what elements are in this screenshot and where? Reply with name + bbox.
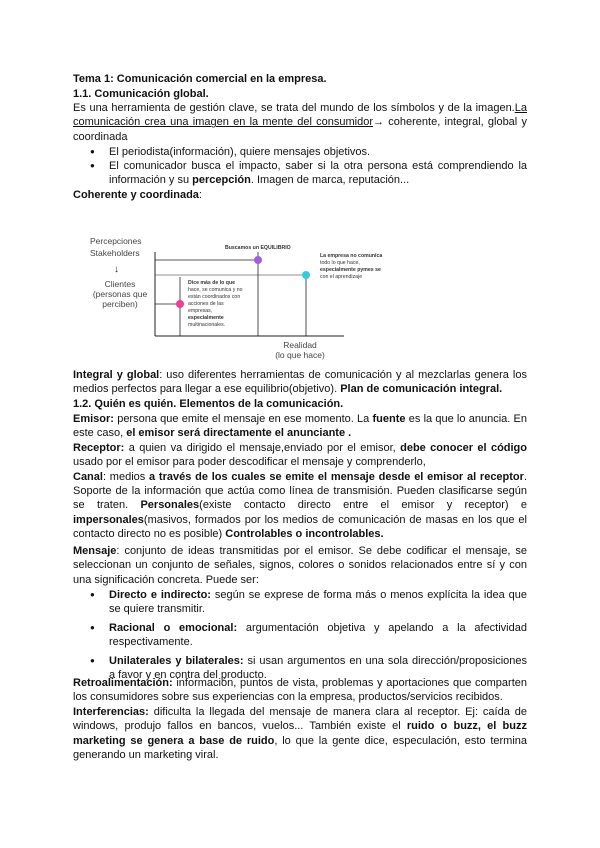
- left-note-4: acciones de las: [188, 301, 224, 307]
- left-note-7: multinacionales.: [188, 322, 226, 328]
- integral-bold: Integral y global: [73, 369, 160, 381]
- bullet-text: si usan argumentos en una sola dirección/proposiciones a favor y en contra del producto.: [109, 654, 527, 682]
- interf-text-2: , lo que la gente dice, especulación, esto termina generando un marketing viral.: [73, 734, 527, 762]
- retro-bold: Retroalimentación:: [73, 677, 173, 689]
- bullet-list-1-1: [73, 145, 527, 188]
- receptor-text-2: usado por el emisor para poder descodificar el mensaje y comprenderlo,: [73, 455, 426, 468]
- retroalimentacion-paragraph: [73, 676, 527, 705]
- left-note-6: especialmente: [188, 315, 224, 321]
- right-note-3: especialmente pymes se: [320, 267, 381, 273]
- right-note-2: todo lo que hace,: [320, 260, 360, 266]
- top-note: Buscamos un EQUILIBRIO: [225, 245, 291, 251]
- interferencias-paragraph: [73, 705, 527, 763]
- intro-paragraph: [73, 101, 527, 144]
- down-arrow-icon: ↓: [114, 264, 119, 275]
- emisor-bold: Emisor:: [73, 412, 114, 425]
- integral-paragraph: [73, 368, 527, 397]
- mensaje-text: : conjunto de ideas transmitidas por el emisor. Se debe codificar el mensaje, se seleccionan un conjunto de señales, signos, colores o sonidos relacionados entre sí y con una significación concreta. Puede ser:: [73, 545, 527, 586]
- emisor-paragraph: [73, 412, 527, 441]
- interf-text: dificulta la llegada del mensaje de manera clara al receptor. Ej: caída de windows, produjo fallos en bancos, vuelos... También existe el: [73, 706, 527, 733]
- doc-title: Tema 1: Comunicación comercial en la empresa.: [73, 73, 327, 85]
- mensaje-bold: Mensaje: [73, 545, 117, 557]
- retro-text: información, puntos de vista, problemas y aportaciones que comparten los consumidores sobre sus experiencias con la empresa, productos/servicios recibidos.: [73, 677, 527, 704]
- left-note-3: están coordinados con: [188, 294, 241, 300]
- canal-personales: Personales: [140, 499, 200, 512]
- y-sub-1: Clientes: [104, 279, 136, 289]
- emisor-fuente: fuente: [372, 412, 406, 425]
- left-note-5: empresas,: [188, 308, 213, 314]
- coherente-heading: [73, 188, 527, 202]
- right-note-1: La empresa no comunica: [320, 253, 383, 259]
- y-sub-2: (personas que: [92, 289, 148, 299]
- integral-bold-2: Plan de comunicación integral.: [340, 383, 503, 396]
- over-communication-point: [176, 300, 184, 308]
- under-communication-point: [302, 271, 310, 279]
- section-heading-1-1: 1.1. Comunicación global.: [73, 87, 209, 100]
- canal-paragraph: [73, 470, 527, 542]
- intro-text-b: → coherente, integral, global y coordinada: [73, 116, 527, 143]
- canal-impersonales: impersonales: [73, 513, 144, 526]
- canal-bold-2: a través de los cuales se emite el mensaje desde el emisor al receptor: [149, 470, 524, 483]
- bullet-text: argumentación objetiva y apelando a la afectividad respectivamente.: [109, 621, 527, 649]
- intro-text-a: Es una herramienta de gestión clave, se trata del mundo de los símbolos y de la imagen.: [73, 102, 515, 114]
- equilibrium-diagram: [88, 232, 508, 367]
- emisor-bold-2: el emisor será directamente el anunciante .: [126, 426, 352, 439]
- section-heading-1-2: 1.2. Quién es quién. Elementos de la comunicación.: [73, 398, 344, 410]
- canal-text-3: (existe contacto directo entre el emisor y receptor) e: [199, 499, 527, 512]
- x-label-1: Realidad: [283, 340, 317, 350]
- mensaje-paragraph: [73, 544, 527, 587]
- integral-text: : uso diferentes herramientas de comunicación y al mezclarlas genera los medios perfectos para llegar a ese equilibrio(objetivo).: [73, 369, 527, 396]
- bullet-bold: Directo e indirecto:: [109, 589, 211, 601]
- canal-text: : medios: [102, 470, 150, 483]
- receptor-paragraph: [73, 441, 527, 470]
- list-item: [73, 621, 527, 650]
- coherente-bold: Coherente y coordinada: [73, 189, 199, 201]
- list-item: [73, 159, 527, 188]
- list-item: [73, 145, 527, 159]
- bullet-text: . Imagen de marca, reputación...: [250, 174, 410, 187]
- list-item: [73, 588, 527, 617]
- interf-bold: Interferencias:: [73, 706, 149, 718]
- canal-bold-3: Controlables o incontrolables.: [225, 528, 384, 541]
- bullet-list-mensaje: [73, 588, 527, 682]
- y-label-2: Stakeholders: [90, 248, 140, 258]
- bullet-text: El periodista(información), quiere mensajes objetivos.: [109, 145, 371, 158]
- bullet-bold: percepción: [192, 174, 251, 187]
- canal-text-2: . Soporte de la información que actúa como línea de transmisión. Pueden clasificarse según se traten.: [73, 470, 527, 512]
- left-note-2: hace, se comunica y no: [188, 287, 243, 293]
- y-label-1: Percepciones: [90, 236, 142, 246]
- x-label-2: (lo que hace): [275, 350, 325, 360]
- intro-underlined: La comunicación crea una imagen en la mente del consumidor: [73, 102, 527, 129]
- emisor-text: persona que emite el mensaje en ese momento. La: [113, 412, 373, 425]
- y-sub-3: perciben): [102, 299, 138, 309]
- emisor-text-2: es la que lo anuncia. En este caso,: [73, 412, 527, 439]
- receptor-bold: Receptor:: [73, 441, 125, 454]
- equilibrium-point: [254, 256, 262, 264]
- receptor-bold-2: debe conocer el código: [400, 441, 527, 454]
- interf-bold-2: ruido o buzz, el buzz marketing se genera a base de ruido: [73, 720, 527, 747]
- left-note-1: Dice más de lo que: [188, 280, 235, 286]
- bullet-bold: Unilaterales y bilaterales:: [109, 654, 244, 667]
- coherente-colon: :: [198, 189, 202, 201]
- canal-text-4: (masivos, formados por los medios de comunicación de masas en los que el contacto directo no es posible): [73, 513, 527, 541]
- receptor-text: a quien va dirigido el mensaje,enviado por el emisor,: [124, 441, 401, 454]
- right-note-4: con el aprendizaje: [320, 274, 363, 280]
- bullet-text: según se exprese de forma más o menos explícita la idea que se quiere transmitir.: [109, 589, 527, 616]
- bullet-text: El comunicador busca el impacto, saber si la otra persona está comprendiendo la información y su: [109, 159, 527, 187]
- canal-bold: Canal: [73, 470, 103, 483]
- bullet-bold: Racional o emocional:: [109, 621, 238, 634]
